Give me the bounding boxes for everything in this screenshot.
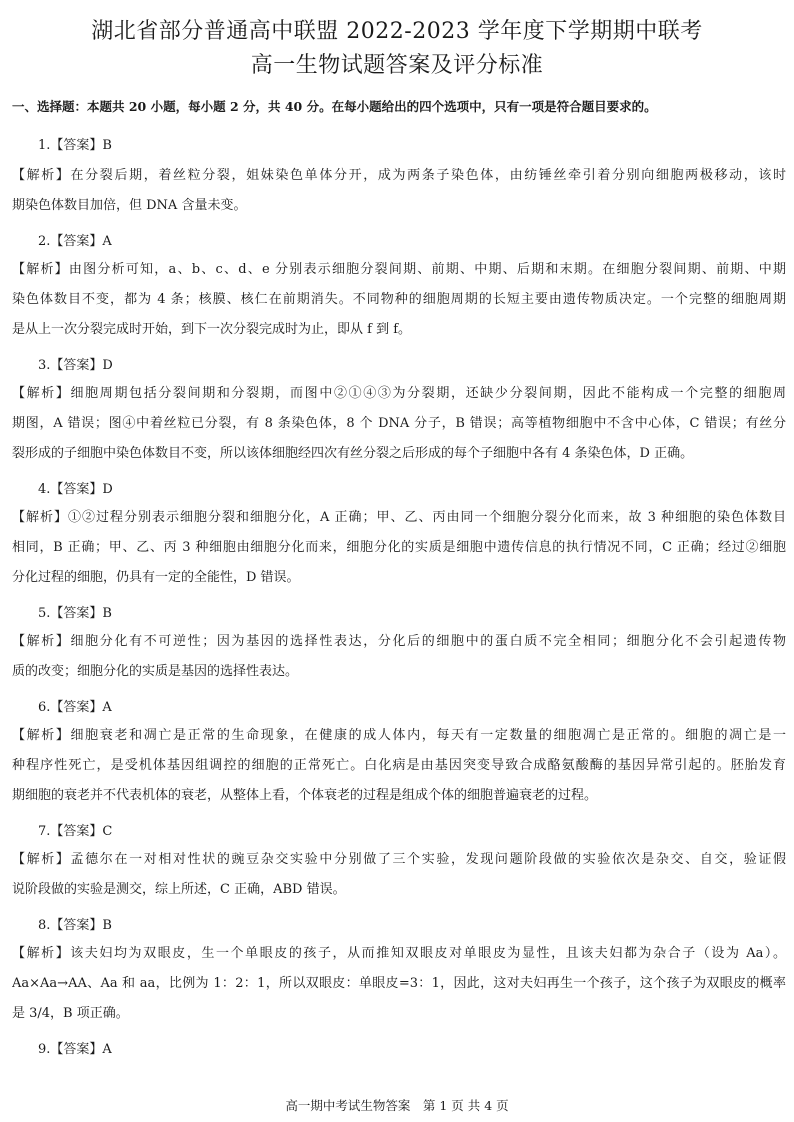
- page-subtitle: 高一生物试题答案及评分标准: [250, 53, 544, 78]
- analysis-2-line-1: 【解析】由图分析可知，a、b、c、d、e 分别表示细胞分裂间期、前期、中期、后期和末期。在细胞分裂间期、前期、中期: [12, 262, 786, 277]
- analysis-3-line-2: 期图，A 错误；图④中着丝粒已分裂，有 8 条染色体，8 个 DNA 分子，B 错误；高等植物细胞中不含中心体，C 错误；有丝分: [12, 416, 786, 431]
- analysis-4-line-2: 相同，B 正确；甲、乙、丙 3 种细胞由细胞分化而来，细胞分化的实质是细胞中遗传信息的执行情况不同，C 正确；经过②细胞: [12, 540, 786, 555]
- analysis-8-line-1: 【解析】该夫妇均为双眼皮，生一个单眼皮的孩子，从而推知双眼皮对单眼皮为显性，且该夫妇都为杂合子（设为 Aa）。: [12, 946, 786, 961]
- answer-8: 8.【答案】B: [38, 918, 112, 933]
- analysis-4-line-3: 分化过程的细胞，仍具有一定的全能性，D 错误。: [12, 570, 300, 585]
- analysis-3-line-3: 裂形成的子细胞中染色体数目不变，所以该体细胞经四次有丝分裂之后形成的每个子细胞中各有 4 条染色体，D 正确。: [12, 446, 694, 461]
- analysis-1-line-2: 期染色体数目加倍，但 DNA 含量未变。: [12, 198, 247, 213]
- analysis-6-line-3: 期细胞的衰老并不代表机体的衰老，从整体上看，个体衰老的过程是组成个体的细胞普遍衰老的过程。: [12, 788, 598, 803]
- page-footer: 高一期中考试生物答案 第 1 页 共 4 页: [285, 1098, 509, 1113]
- analysis-6-line-1: 【解析】细胞衰老和凋亡是正常的生命现象，在健康的成人体内，每天有一定数量的细胞凋亡是正常的。细胞的凋亡是一: [12, 728, 786, 743]
- analysis-6-line-2: 种程序性死亡，是受机体基因组调控的细胞的正常死亡。白化病是由基因突变导致合成酪氨酸酶的基因异常引起的。胚胎发育: [12, 758, 786, 773]
- analysis-3-line-1: 【解析】细胞周期包括分裂间期和分裂期，而图中②①④③为分裂期，还缺少分裂间期，因此不能构成一个完整的细胞周: [12, 386, 786, 401]
- analysis-7-line-1: 【解析】孟德尔在一对相对性状的豌豆杂交实验中分别做了三个实验，发现问题阶段做的实验依次是杂交、自交，验证假: [12, 852, 786, 867]
- answer-3: 3.【答案】D: [38, 358, 113, 373]
- analysis-1-line-1: 【解析】在分裂后期，着丝粒分裂，姐妹染色单体分开，成为两条子染色体，由纺锤丝牵引着分别向细胞两极移动，该时: [12, 168, 786, 183]
- answer-9: 9.【答案】A: [38, 1042, 112, 1057]
- answer-2: 2.【答案】A: [38, 234, 112, 249]
- analysis-2-line-3: 是从上一次分裂完成时开始，到下一次分裂完成时为止，即从 f 到 f。: [12, 322, 412, 337]
- section-heading: 一、选择题：本题共 20 小题，每小题 2 分，共 40 分。在每小题给出的四个选项中，只有一项是符合题目要求的。: [12, 99, 657, 114]
- analysis-5-line-1: 【解析】细胞分化有不可逆性；因为基因的选择性表达，分化后的细胞中的蛋白质不完全相同；细胞分化不会引起遗传物: [12, 634, 786, 649]
- answer-5: 5.【答案】B: [38, 606, 112, 621]
- answer-1: 1.【答案】B: [38, 138, 112, 153]
- answer-7: 7.【答案】C: [38, 824, 113, 839]
- page-title: 湖北省部分普通高中联盟 2022-2023 学年度下学期期中联考: [91, 19, 703, 44]
- answer-4: 4.【答案】D: [38, 482, 113, 497]
- analysis-2-line-2: 染色体数目不变，都为 4 条；核膜、核仁在前期消失。不同物种的细胞周期的长短主要由遗传物质决定。一个完整的细胞周期: [12, 292, 786, 307]
- answer-6: 6.【答案】A: [38, 700, 112, 715]
- analysis-4-line-1: 【解析】①②过程分别表示细胞分裂和细胞分化，A 正确；甲、乙、丙由同一个细胞分裂分化而来，故 3 种细胞的染色体数目: [12, 510, 786, 525]
- analysis-5-line-2: 质的改变；细胞分化的实质是基因的选择性表达。: [12, 664, 299, 679]
- analysis-7-line-2: 说阶段做的实验是测交，综上所述，C 正确，ABD 错误。: [12, 882, 346, 897]
- analysis-8-line-2: Aa×Aa→AA、Aa 和 aa，比例为 1：2：1，所以双眼皮：单眼皮=3：1，因此，这对夫妇再生一个孩子，这个孩子为双眼皮的概率: [12, 976, 786, 991]
- analysis-8-line-3: 是 3/4，B 项正确。: [12, 1006, 129, 1021]
